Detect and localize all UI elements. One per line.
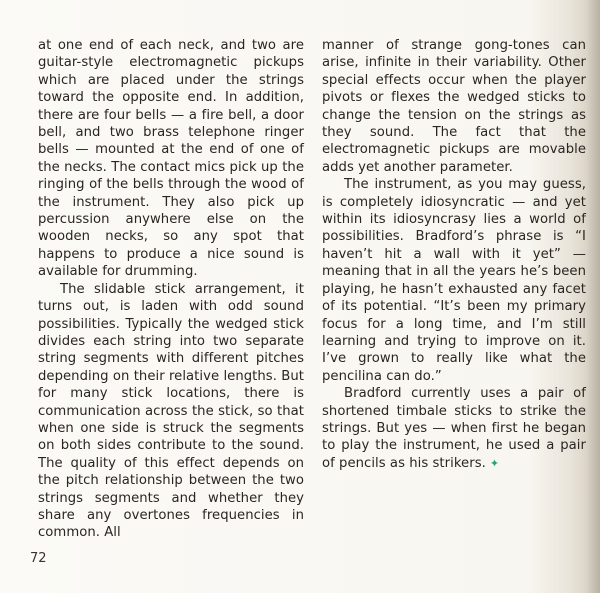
- right-paragraph-2: The instrument, as you may guess, is completely idiosyncratic — and yet within its idiosyncrasy lies a world of possibilities. Bradford’s phrase is “I haven’t hit a wall with it yet” — meaning that in all the years he’s been playing, he hasn’t exhausted any facet of its potential. “It’s been my primary focus for a long time, and I’m still learning and trying to improve on it. I’ve grown to really like what the pencilina can do.”: [322, 177, 586, 384]
- right-paragraph-3-text: Bradford currently uses a pair of shortened timbale sticks to strike the strings. But yes — when first he began to play the instrument, he used a pair of pencils as his strikers.: [322, 386, 586, 471]
- right-paragraph-1: manner of strange gong-tones can arise, infinite in their variability. Other special effects occur when the player pivots or flexes the wedged sticks to change the tension on the strings as they sound. The fact that the electromagnetic pickups are movable adds yet another parameter.: [322, 38, 586, 175]
- end-mark-icon: ✦: [489, 456, 500, 470]
- page-gutter-shadow: [586, 0, 600, 593]
- left-column: [38, 37, 304, 542]
- right-column: [322, 37, 586, 472]
- right-paragraph-3: [322, 385, 586, 472]
- page-number: 72: [30, 551, 47, 566]
- left-paragraph-1: at one end of each neck, and two are guitar-style electromagnetic pickups which are placed under the strings toward the opposite end. In addition, there are four bells — a fire bell, a door bell, and two brass telephone ringer bells — mounted at the end of one of the necks. The contact mics pick up the ringing of the bells through the wood of the instrument. They also pick up percussion anywhere else on the wooden necks, so any spot that happens to produce a nice sound is available for drumming.: [38, 38, 304, 280]
- left-paragraph-2: The slidable stick arrangement, it turns out, is laden with odd sound possibilities. Typically the wedged stick divides each string into two separate string segments with different pitches depending on their relative lengths. But for many stick locations, there is communication across the stick, so that when one side is struck the segments on both sides contribute to the sound. The quality of this effect depends on the pitch relationship between the two strings segments and whether they share any overtones frequencies in common. All: [38, 281, 304, 541]
